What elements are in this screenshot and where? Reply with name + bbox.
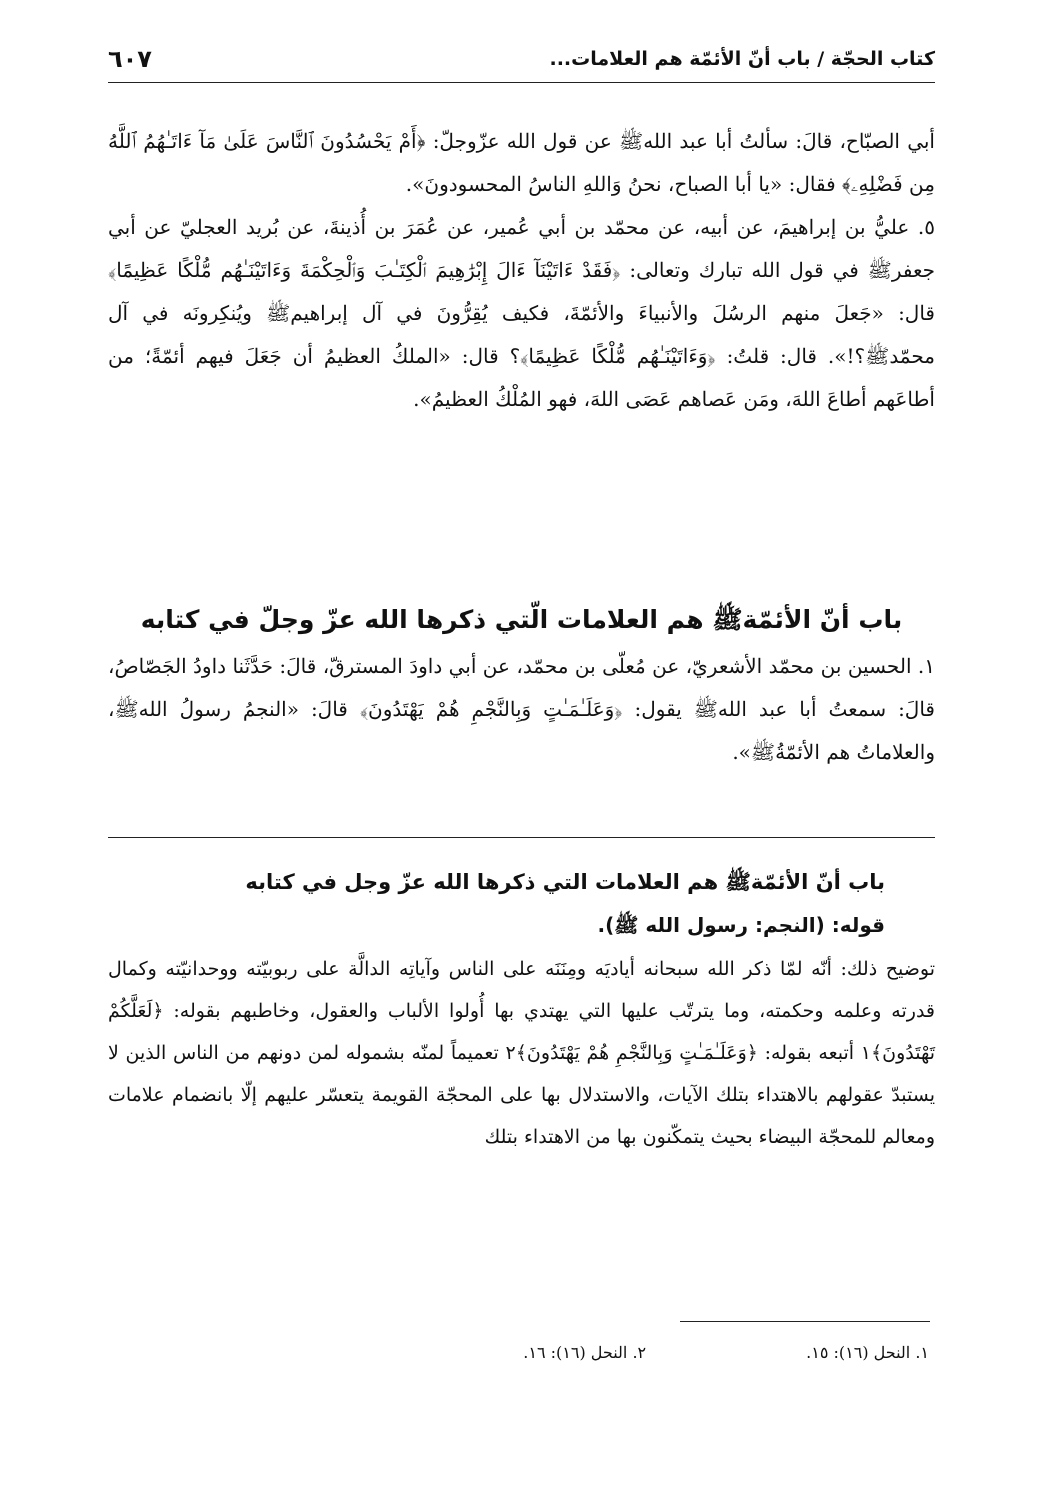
hadith-section: [108, 120, 935, 421]
commentary-heading: باب أنّ الأئمّةﷺ هم العلامات التي ذكرها الله عزّ وجل في كتابه: [245, 870, 885, 894]
footnote-rule: [680, 1321, 930, 1322]
page-number: ٦٠٧: [108, 45, 152, 73]
footnotes: [108, 1343, 935, 1373]
hadith-paragraph-5: ٥. عليُّ بن إبراهيمَ، عن أبيه، عن محمّد بن أبي عُمير، عن عُمَرَ بن أُذينةَ، عن بُريد العجليّ عن أبي جعفرﷺ في قول الله تبارك وتعالى: ﴿فَقَدْ ءَاتَيْنَآ ءَالَ إِبْرَٰهِيمَ ٱلْكِتَـٰبَ وَٱلْحِكْمَةَ وَءَاتَيْنَـٰهُم مُّلْكًا عَظِيمًا﴾ قال: «جَعلَ منهم الرسُلَ والأنبياءَ والأئمّةَ، فكيف يُقِرُّونَ في آل إبراهيمﷺ ويُنكِرونَه في آل محمّدﷺ؟!». قال: قلتُ: ﴿وَءَاتَيْنَـٰهُم مُّلْكًا عَظِيمًا﴾؟ قال: «الملكُ العظيمُ أن جَعَلَ فيهم أئمّةً؛ من أطاعَهم أطاعَ اللهَ، ومَن عَصاهم عَصَى اللهَ، فهو المُلْكُ العظيمُ».: [108, 215, 935, 411]
running-title: كتاب الحجّة / باب أنّ الأئمّة هم العلامات...: [549, 48, 935, 70]
hadith-paragraph-continued: أبي الصبّاح، قالَ: سألتُ أبا عبد اللهﷺ عن قول الله عزّوجلّ: ﴿أَمْ يَحْسُدُونَ ٱلنَّاسَ عَلَىٰ مَآ ءَاتَـٰهُمُ ٱللَّهُ مِن فَضْلِهِۦ﴾ فقال: «يا أبا الصباح، نحنُ وَاللهِ الناسُ المحسودونَ».: [108, 129, 935, 196]
commentary-separator: [108, 837, 935, 838]
footnote-1: ١. النحل (١٦): ١٥.: [806, 1343, 929, 1362]
commentary-section: [108, 862, 935, 1158]
commentary-body: توضيح ذلك: أنّه لمّا ذكر الله سبحانه أياديَه ومِنَنَه على الناس وآياتِه الدالَّة على ربوبيّته ووحدانيّته وكمال قدرته وعلمه وحكمته، وما يترتّب عليها التي يهتدي بها أُولوا الألباب والعقول، وخاطبهم بقوله: ﴿لَعَلَّكُمْ تَهْتَدُونَ﴾١ أتبعه بقوله: ﴿وَعَلَـٰمَـٰتٍ وَبِالنَّجْمِ هُمْ يَهْتَدُونَ﴾٢ تعميماً لمنّه بشموله لمن دونهم من الناس الذين لا يستبدّ عقولهم بالاهتداء بتلك الآيات، والاستدلال بها على المحجّة القويمة يتعسّر عليهم إلّا بانضمام علامات ومعالم للمحجّة البيضاء بحيث يتمكّنون بها من الاهتداء بتلك: [108, 958, 935, 1148]
commentary-subheading: قوله: (النجم: رسول الله ﷺ).: [597, 913, 885, 937]
page-header: [108, 40, 935, 78]
chapter-section: [108, 645, 935, 774]
footnote-2: ٢. النحل (١٦): ١٦.: [523, 1343, 647, 1362]
hadith-paragraph-1: ١. الحسين بن محمّد الأشعريّ، عن مُعلّى بن محمّد، عن أبي داودَ المسترقّ، قالَ: حَدَّثَنا داودُ الجَصّاصُ، قالَ: سمعتُ أبا عبد اللهﷺ يقول: ﴿وَعَلَـٰمَـٰتٍ وَبِالنَّجْمِ هُمْ يَهْتَدُونَ﴾ قالَ: «النجمُ رسولُ اللهﷺ، والعلاماتُ هم الأئمّةُﷺ».: [108, 654, 935, 764]
chapter-heading: باب أنّ الأئمّةﷺ هم العلامات الّتي ذكرها الله عزّ وجلّ في كتابه: [140, 605, 903, 634]
header-rule: [108, 82, 935, 83]
